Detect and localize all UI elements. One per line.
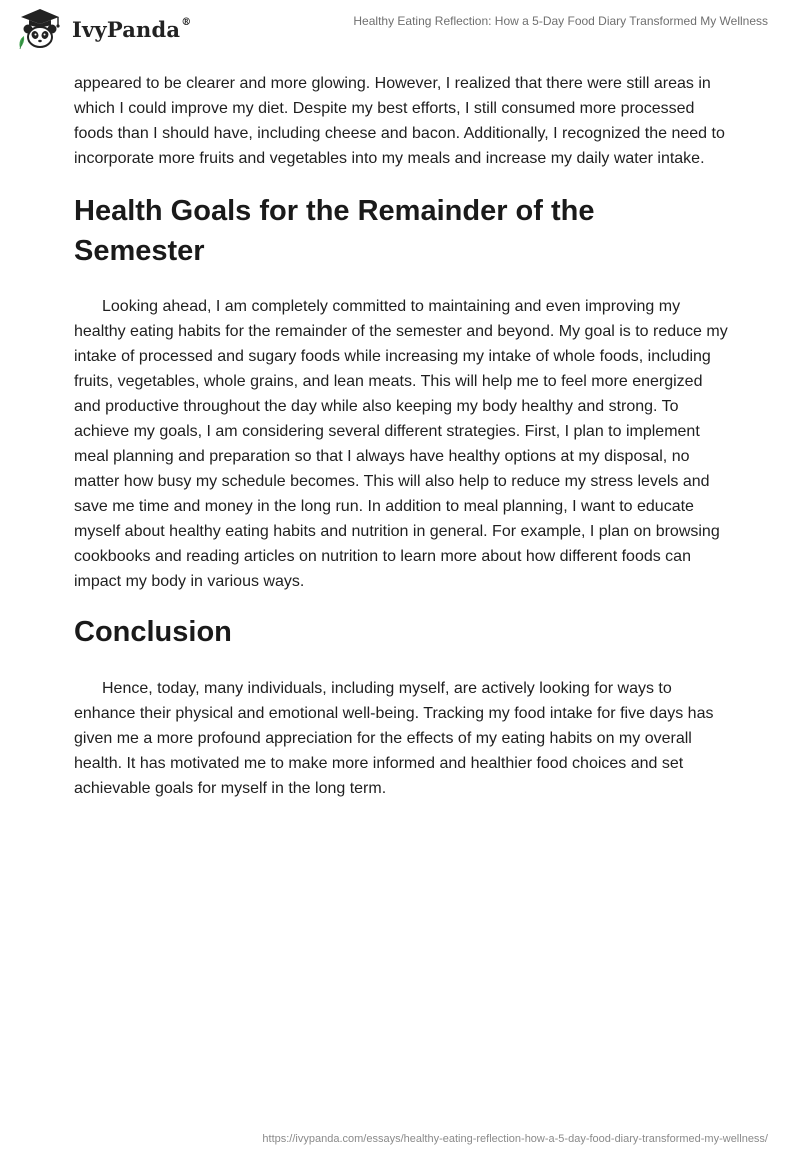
panda-graduate-icon (14, 8, 66, 50)
source-url[interactable]: https://ivypanda.com/essays/healthy-eating-reflection-how-a-5-day-food-diary-transformed-my-wellness/ (262, 1133, 768, 1145)
document-title: Healthy Eating Reflection: How a 5-Day Food Diary Transformed My Wellness (353, 14, 768, 28)
intro-paragraph: appeared to be clearer and more glowing. However, I realized that there were still areas in which I could improve my diet. Despite my best efforts, I still consumed more processed foods than I should have, including cheese and bacon. Additionally, I recognized the need to incorporate more fruits and vegetables into my meals and increase my daily water intake. (74, 75, 725, 167)
conclusion-heading: Conclusion (74, 616, 232, 648)
goals-heading: Health Goals for the Remainder of the Semester (74, 195, 595, 267)
page-header (0, 0, 800, 60)
conclusion-paragraph: Hence, today, many individuals, including myself, are actively looking for ways to enhance their physical and emotional well-being. Tracking my food intake for five days has given me a more profound appreciation for the effects of my eating habits on my overall health. It has motivated me to make more informed and healthier food choices and set achievable goals for myself in the long term. (74, 680, 714, 797)
ivypanda-logo[interactable] (14, 8, 199, 50)
registered-mark: ® (181, 16, 192, 28)
goals-paragraph: Looking ahead, I am completely committed to maintaining and even improving my healthy eating habits for the remainder of the semester and beyond. My goal is to reduce my intake of processed and sugary foods while increasing my intake of whole foods, including fruits, vegetables, whole grains, and lean meats. This will help me to feel more energized and productive throughout the day while also keeping my body healthy and strong. To achieve my goals, I am considering several different strategies. First, I plan to implement meal planning and preparation so that I always have healthy options at my disposal, no matter how busy my schedule becomes. This will also help to reduce my stress levels and save me time and money in the long run. In addition to meal planning, I want to educate myself about healthy eating habits and nutrition in general. For example, I plan on browsing cookbooks and reading articles on nutrition to learn more about how different foods can impact my body in various ways. (74, 298, 728, 590)
logo-text: IvyPanda® (72, 16, 192, 42)
essay-content (74, 71, 732, 801)
